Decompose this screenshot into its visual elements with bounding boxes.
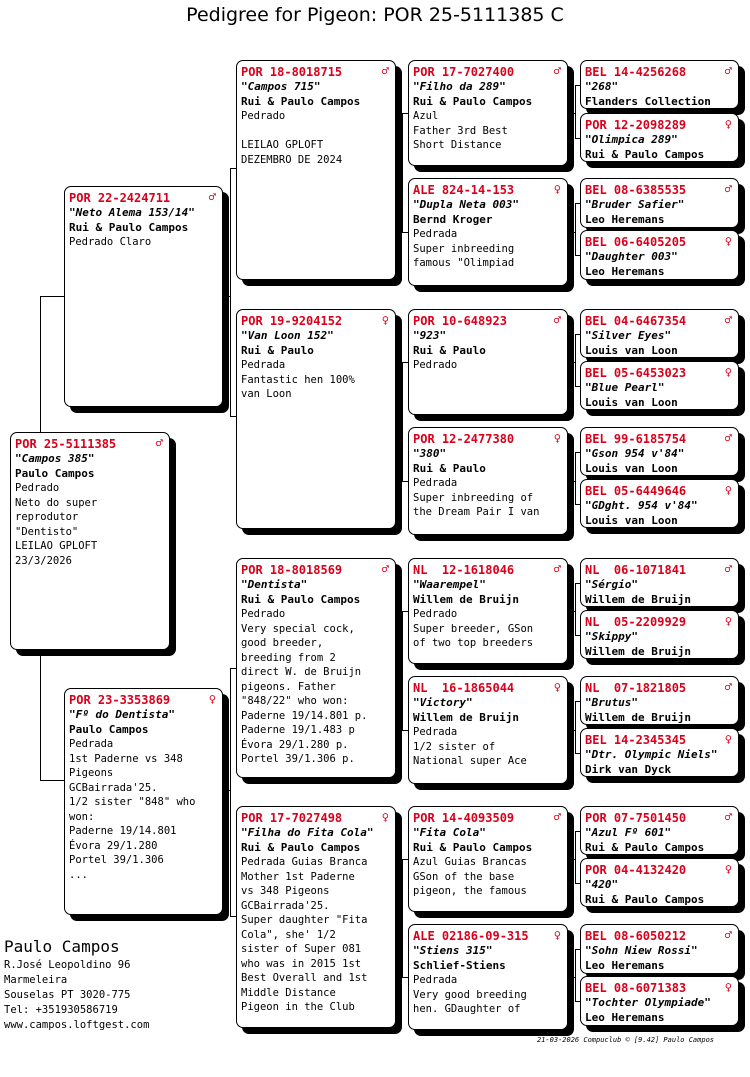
remark-line: Short Distance [413,139,502,151]
owner-name: Louis van Loon [585,343,678,357]
remark-line: who was in 2015 1st [241,957,362,970]
connector-line [402,362,408,363]
female-symbol-icon: ♀ [724,862,732,876]
pigeon-name: "Silver Eyes" [585,329,672,342]
remark-line: pigeon, the famous [413,885,527,897]
grandparent-card[interactable] [236,309,396,529]
connector-line [402,859,403,977]
ggg-parent-card[interactable] [580,60,739,109]
connector-line [402,113,403,232]
grandparent-card[interactable] [236,806,396,1028]
dam-card[interactable] [64,688,223,915]
remark-line: Pedrada [413,228,458,240]
male-symbol-icon: ♂ [724,562,732,576]
ring-number: NL 07-1821805 [585,681,687,695]
remark-line: 1/2 sister "848" who [69,796,196,808]
ggg-parent-card[interactable] [580,676,739,725]
remark-line: 1/2 sister of [413,740,496,753]
ring-number: POR 19-9204152 [241,314,343,328]
owner-name: Rui & Paulo Campos [69,220,189,234]
remark-line: Super inbreeding of [413,491,534,504]
owner-name: Rui & Paulo [413,461,486,475]
connector-line [224,296,230,297]
remark-line: Very special cock, [241,622,355,635]
connector-line [575,1001,580,1002]
remark-line: LEILAO GPLOFT [15,540,98,552]
remark-line: the Dream Pair I van [413,506,540,518]
connector-line [230,168,236,169]
connector-line [224,790,230,791]
owner-name: Leo Heremans [585,212,665,226]
male-symbol-icon: ♂ [155,436,163,450]
breeder-address-locality: Marmeleira [4,974,68,986]
ring-number: POR 17-7027400 [413,65,515,79]
pigeon-name: "420" [585,878,619,891]
male-symbol-icon: ♂ [724,928,732,942]
remark-line: Fantastic hen 100% [241,373,355,386]
ggg-parent-card[interactable] [580,558,739,607]
remark-line: Father 3rd Best [413,124,508,137]
connector-line [402,232,408,233]
female-symbol-icon: ♀ [553,431,561,445]
owner-name: Leo Heremans [585,1010,665,1024]
ggg-parent-card[interactable] [580,309,739,358]
ring-number: ALE 824-14-153 [413,183,515,197]
pigeon-name: "380" [413,447,447,460]
remark-line: breeding from 2 [241,651,336,664]
owner-name: Rui & Paulo Campos [241,94,361,108]
connector-line [402,611,408,612]
remark-line: Azul [413,110,439,122]
connector-line [575,949,580,950]
pigeon-name: "Dupla Neta 003" [413,198,519,211]
male-symbol-icon: ♂ [724,182,732,196]
breeder-phone: Tel: +351930586719 [4,1004,118,1016]
owner-name: Paulo Campos [69,722,149,736]
owner-name: Louis van Loon [585,395,678,409]
remark-line: Azul Guias Brancas [413,856,527,868]
remark-line: 23/3/2026 [15,554,72,567]
connector-line [568,481,575,482]
remark-line: reprodutor [15,511,79,523]
remark-line: Portel 39/1.306 p. [241,753,355,765]
ring-number: BEL 14-2345345 [585,733,687,747]
female-symbol-icon: ♀ [381,313,389,327]
breeder-address-street: R.José Leopoldino 96 [4,959,131,971]
pigeon-name: "Victory" [413,696,473,709]
ring-number: BEL 04-6467354 [585,314,687,328]
connector-line [40,296,64,297]
connector-line [568,611,575,612]
ring-number: POR 10-648923 [413,314,507,328]
ggg-parent-card[interactable] [580,178,739,228]
great-grandparent-card[interactable] [408,924,568,1030]
pigeon-name: "Campos 385" [15,452,95,465]
remark-line: Paderne 19/1.483 p [241,724,355,736]
ggg-parent-card[interactable] [580,479,739,528]
pigeon-name: "Fº do Dentista" [69,708,175,721]
owner-name: Rui & Paulo [413,343,486,357]
subject-pigeon-card[interactable] [10,432,170,650]
connector-line [575,203,580,204]
male-symbol-icon: ♂ [553,562,561,576]
female-symbol-icon: ♀ [724,483,732,497]
connector-line [575,452,576,504]
great-grandparent-card[interactable] [408,427,568,535]
connector-line [402,977,408,978]
ring-number: POR 23-3353869 [69,693,171,707]
remark-line: vs 348 Pigeons [241,885,330,897]
connector-line [575,583,576,635]
ring-number: BEL 05-6449646 [585,484,687,498]
ggg-parent-card[interactable] [580,728,739,777]
owner-name: Louis van Loon [585,461,678,475]
connector-line [575,138,580,139]
female-symbol-icon: ♀ [724,614,732,628]
owner-name: Paulo Campos [15,466,95,480]
pigeon-name: "Filha do Fita Cola" [241,826,374,839]
remark-line: good breeder, [241,637,324,649]
remark-line: Pedrado [241,110,286,122]
connector-line [575,635,580,636]
connector-line [40,780,64,781]
remark-line: Pedrado [15,482,60,494]
pigeon-name: "Tochter Olympiade" [585,996,711,1009]
pigeon-name: "Campos 715" [241,80,321,93]
pigeon-name: "Dtr. Olympic Niels" [585,748,718,761]
footer-credit: 21-03-2026 Compuclub © [9.42] Paulo Campos [537,1036,715,1044]
ggg-parent-card[interactable] [580,230,739,280]
male-symbol-icon: ♂ [381,64,389,78]
owner-name: Rui & Paulo [241,343,314,357]
owner-name: Schlief-Stiens [413,958,506,972]
remark-line: Pedrada [241,359,286,371]
remark-line: Middle Distance [241,986,336,999]
owner-name: Willem de Bruijn [413,710,519,724]
connector-line [575,831,576,883]
connector-line [575,831,580,832]
male-symbol-icon: ♂ [724,431,732,445]
connector-line [575,701,576,753]
connector-line [402,859,408,860]
connector-line [568,232,575,233]
pigeon-name: "Gson 954 v'84" [585,447,685,460]
remark-line: Évora 29/1.280 [69,839,158,852]
owner-name: Willem de Bruijn [585,710,691,724]
female-symbol-icon: ♀ [553,680,561,694]
ggg-parent-card[interactable] [580,924,739,974]
owner-name: Louis van Loon [585,513,678,527]
pigeon-name: "Fita Cola" [413,826,486,839]
female-symbol-icon: ♀ [724,117,732,131]
remark-line: Pedrada [413,477,458,489]
remark-line: Pedrada Guias Branca [241,856,368,868]
remark-line: Best Overall and 1st [241,972,368,984]
grandparent-card[interactable] [236,60,396,280]
pigeon-name: "268" [585,80,619,93]
ring-number: POR 14-4093509 [413,811,515,825]
remark-line: GCBairrada'25. [241,899,330,912]
great-grandparent-card[interactable] [408,309,568,415]
remark-line: Pedrada [413,726,458,738]
connector-line [402,362,403,481]
connector-line [575,334,576,386]
connector-line [396,917,402,918]
connector-line [402,730,408,731]
ring-number: BEL 08-6385535 [585,183,687,197]
ggg-parent-card[interactable] [580,361,739,410]
ring-number: POR 07-7501450 [585,811,687,825]
male-symbol-icon: ♂ [724,64,732,78]
connector-line [402,113,408,114]
remark-line: Paderne 19/14.801 p. [241,709,368,722]
connector-line [568,362,575,363]
female-symbol-icon: ♀ [724,365,732,379]
connector-line [575,85,576,138]
remark-line: Pigeon in the Club [241,1001,355,1013]
remark-line: Pedrado [413,608,458,620]
ring-number: BEL 06-6405205 [585,235,687,249]
ring-number: BEL 08-6050212 [585,929,687,943]
pigeon-name: "923" [413,329,447,342]
connector-line [568,113,575,114]
owner-name: Rui & Paulo Campos [585,892,705,906]
male-symbol-icon: ♂ [553,64,561,78]
remark-line: "Dentisto" [15,525,79,538]
remark-line: Neto do super [15,496,98,509]
remark-line: won: [69,810,95,823]
owner-name: Rui & Paulo Campos [241,592,361,606]
ggg-parent-card[interactable] [580,610,739,659]
female-symbol-icon: ♀ [553,182,561,196]
connector-line [230,416,236,417]
sire-card[interactable] [64,186,223,407]
ring-number: NL 06-1071841 [585,563,687,577]
female-symbol-icon: ♀ [553,928,561,942]
connector-line [230,668,231,916]
great-grandparent-card[interactable] [408,60,568,166]
female-symbol-icon: ♀ [724,234,732,248]
ggg-parent-card[interactable] [580,806,739,855]
remark-line: Mother 1st Paderne [241,870,355,883]
connector-line [575,386,580,387]
remark-line: Pedrado [241,608,286,620]
remark-line: National super Ace [413,755,527,767]
remark-line: sister of Super 081 [241,943,362,955]
remark-line: Pedrada [413,974,458,986]
ring-number: NL 12-1618046 [413,563,515,577]
breeder-info [4,936,149,1033]
connector-line [402,611,403,730]
remark-line: Portel 39/1.306 [69,854,164,866]
remark-line: pigeons. Father [241,680,336,693]
female-symbol-icon: ♀ [208,692,216,706]
ggg-parent-card[interactable] [580,858,739,907]
breeder-name: Paulo Campos [4,937,120,956]
owner-name: Willem de Bruijn [585,592,691,606]
male-symbol-icon: ♂ [381,562,389,576]
female-symbol-icon: ♀ [724,732,732,746]
ggg-parent-card[interactable] [580,113,739,162]
owner-name: Rui & Paulo Campos [585,147,705,161]
owner-name: Willem de Bruijn [413,592,519,606]
pigeon-name: "Bruder Safier" [585,198,685,211]
remark-line: LEILAO GPLOFT [241,139,324,151]
owner-name: Leo Heremans [585,958,665,972]
owner-name: Rui & Paulo Campos [585,840,705,854]
connector-line [568,859,575,860]
pigeon-name: "Sohn Niew Rossi" [585,944,698,957]
connector-line [230,916,236,917]
remark-line: Évora 29/1.280 p. [241,738,349,751]
connector-line [402,481,408,482]
connector-line [230,668,236,669]
ring-number: BEL 08-6071383 [585,981,687,995]
remark-line: hen. GDaughter of [413,1003,521,1015]
ring-number: POR 04-4132420 [585,863,687,877]
connector-line [575,701,580,702]
female-symbol-icon: ♀ [724,980,732,994]
remark-line: Super breeder, GSon [413,622,534,635]
remark-line: Super inbreeding [413,242,515,255]
remark-line: GSon of the base [413,870,515,883]
page-title: Pedigree for Pigeon: POR 25-5111385 C [186,4,564,26]
owner-name: Flanders Collection [585,94,711,108]
ggg-parent-card[interactable] [580,427,739,476]
great-grandparent-card[interactable] [408,558,568,664]
remark-line: DEZEMBRO DE 2024 [241,153,343,166]
male-symbol-icon: ♂ [724,313,732,327]
ring-number: NL 05-2209929 [585,615,687,629]
connector-line [575,255,580,256]
ring-number: NL 16-1865044 [413,681,515,695]
remark-line: ... [69,868,88,881]
remark-line: Pedrada [69,738,114,750]
owner-name: Willem de Bruijn [585,644,691,658]
pigeon-name: "Waarempel" [413,578,486,591]
connector-line [40,650,41,780]
pigeon-name: "Filho da 289" [413,80,506,93]
connector-line [575,334,580,335]
male-symbol-icon: ♂ [724,810,732,824]
remark-line: van Loon [241,388,292,400]
owner-name: Bernd Kroger [413,212,493,226]
great-grandparent-card[interactable] [408,806,568,912]
ring-number: POR 12-2098289 [585,118,687,132]
remark-line: Paderne 19/14.801 [69,825,177,837]
ring-number: BEL 05-6453023 [585,366,687,380]
connector-line [575,753,580,754]
pigeon-name: "Stiens 315" [413,944,493,957]
connector-line [568,730,575,731]
remark-line: Very good breeding [413,988,527,1001]
pigeon-name: "GDght. 954 v'84" [585,499,698,512]
pigeon-name: "Blue Pearl" [585,381,665,394]
ring-number: POR 25-5111385 [15,437,117,451]
pigeon-name: "Dentista" [241,578,308,591]
remark-line: Cola", she' 1/2 [241,928,336,941]
connector-line [230,168,231,416]
connector-line [396,170,402,171]
pigeon-name: "Sérgio" [585,578,638,591]
pigeon-name: "Olimpica 289" [585,133,678,146]
ring-number: POR 12-2477380 [413,432,515,446]
great-grandparent-card[interactable] [408,676,568,784]
pigeon-name: "Van Loon 152" [241,329,334,342]
connector-line [575,504,580,505]
ring-number: POR 17-7027498 [241,811,343,825]
male-symbol-icon: ♂ [724,680,732,694]
remark-line: Super daughter "Fita [241,914,368,926]
connector-line [575,85,580,86]
female-symbol-icon: ♀ [381,810,389,824]
connector-line [396,668,402,669]
connector-line [575,949,576,1001]
remark-line: direct W. de Bruijn [241,666,362,678]
grandparent-card[interactable] [236,558,396,778]
breeder-address-postal: Souselas PT 3020-775 [4,989,131,1001]
ring-number: BEL 99-6185754 [585,432,687,446]
connector-line [568,977,575,978]
remark-line: Pedrado Claro [69,236,152,248]
pigeon-name: "Azul Fº 601" [585,826,672,839]
connector-line [40,296,41,432]
remark-line: Pedrado [413,359,458,371]
owner-name: Dirk van Dyck [585,762,672,776]
pigeon-name: "Daughter 003" [585,250,678,263]
connector-line [575,452,580,453]
ring-number: ALE 02186-09-315 [413,929,529,943]
remark-line: Pigeons [69,767,114,779]
connector-line [396,419,402,420]
ring-number: POR 22-2424711 [69,191,171,205]
connector-line [575,883,580,884]
remark-line: famous "Olimpiad [413,257,515,269]
owner-name: Rui & Paulo Campos [241,840,361,854]
owner-name: Rui & Paulo Campos [413,840,533,854]
ggg-parent-card[interactable] [580,976,739,1026]
remark-line [241,124,391,139]
connector-line [575,583,580,584]
male-symbol-icon: ♂ [553,810,561,824]
remark-line: 1st Paderne vs 348 [69,752,183,765]
remark-line: GCBairrada'25. [69,781,158,794]
pigeon-name: "Skippy" [585,630,638,643]
great-grandparent-card[interactable] [408,178,568,286]
connector-line [575,203,576,255]
remark-line: of two top breeders [413,637,534,649]
owner-name: Rui & Paulo Campos [413,94,533,108]
remark-line: "848/22" who won: [241,695,349,707]
ring-number: BEL 14-4256268 [585,65,687,79]
pigeon-name: "Brutus" [585,696,638,709]
owner-name: Leo Heremans [585,264,665,278]
pigeon-name: "Neto Alema 153/14" [69,206,195,219]
male-symbol-icon: ♂ [208,190,216,204]
male-symbol-icon: ♂ [553,313,561,327]
breeder-website[interactable]: www.campos.loftgest.com [4,1019,150,1031]
ring-number: POR 18-8018715 [241,65,343,79]
ring-number: POR 18-8018569 [241,563,343,577]
